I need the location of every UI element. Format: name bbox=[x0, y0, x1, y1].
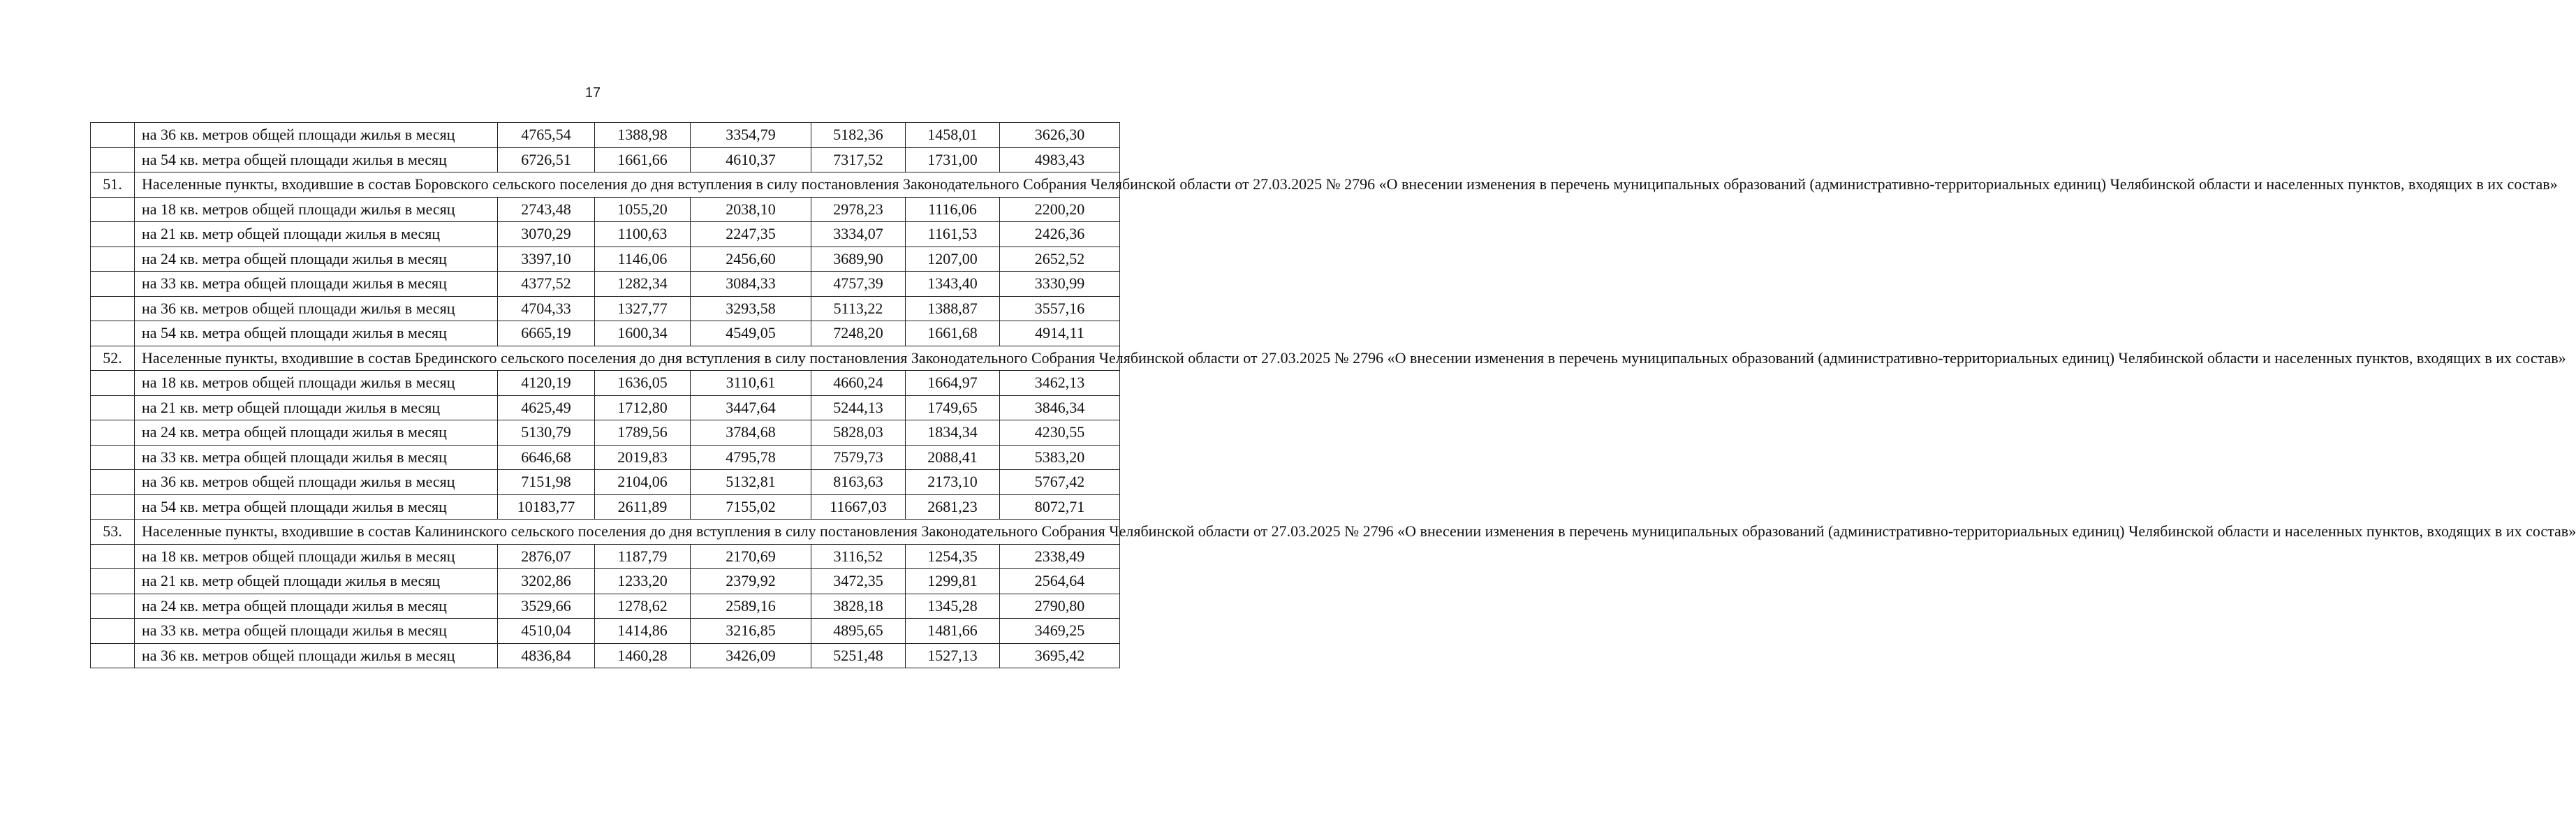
section-number: 52. bbox=[91, 346, 135, 371]
value-cell-6: 2338,49 bbox=[1000, 544, 1120, 569]
value-cell-5: 1345,28 bbox=[906, 594, 1000, 619]
value-cell-2: 1712,80 bbox=[595, 395, 691, 420]
value-cell-6: 5383,20 bbox=[1000, 445, 1120, 470]
value-cell-3: 2379,92 bbox=[691, 569, 811, 594]
table-row bbox=[91, 371, 1120, 396]
rates-table bbox=[90, 122, 2576, 668]
row-number-cell bbox=[91, 594, 135, 619]
value-cell-3: 3293,58 bbox=[691, 296, 811, 321]
value-cell-4: 5244,13 bbox=[811, 395, 906, 420]
value-cell-3: 3784,68 bbox=[691, 420, 811, 446]
value-cell-6: 2200,20 bbox=[1000, 197, 1120, 222]
section-heading-row bbox=[91, 172, 1120, 198]
value-cell-4: 4757,39 bbox=[811, 272, 906, 297]
value-cell-4: 3334,07 bbox=[811, 222, 906, 247]
section-title: Населенные пункты, входившие в состав Брединского сельского поселения до дня вступления в силу постановления Законодательного Собрания Челябинской области от 27.03.2025 № 2796 «О внесении изменения в перечень муниципальных образований (административно-территориальных единиц) Челябинской области и населенных пунктов, входящих в их состав» bbox=[135, 346, 1120, 371]
value-cell-5: 2681,23 bbox=[906, 494, 1000, 520]
value-cell-3: 3084,33 bbox=[691, 272, 811, 297]
section-number: 53. bbox=[91, 520, 135, 545]
value-cell-4: 3828,18 bbox=[811, 594, 906, 619]
row-label: на 33 кв. метра общей площади жилья в месяц bbox=[135, 619, 498, 644]
value-cell-3: 2247,35 bbox=[691, 222, 811, 247]
row-label: на 36 кв. метров общей площади жилья в месяц bbox=[135, 123, 498, 148]
row-label: на 18 кв. метров общей площади жилья в месяц bbox=[135, 544, 498, 569]
value-cell-1: 4765,54 bbox=[498, 123, 595, 148]
value-cell-5: 1481,66 bbox=[906, 619, 1000, 644]
value-cell-3: 4549,05 bbox=[691, 321, 811, 346]
row-label: на 33 кв. метра общей площади жилья в месяц bbox=[135, 445, 498, 470]
value-cell-4: 5828,03 bbox=[811, 420, 906, 446]
value-cell-5: 1661,68 bbox=[906, 321, 1000, 346]
value-cell-4: 3689,90 bbox=[811, 247, 906, 272]
value-cell-1: 3070,29 bbox=[498, 222, 595, 247]
value-cell-3: 3216,85 bbox=[691, 619, 811, 644]
value-cell-1: 3202,86 bbox=[498, 569, 595, 594]
value-cell-2: 1600,34 bbox=[595, 321, 691, 346]
value-cell-6: 2790,80 bbox=[1000, 594, 1120, 619]
table-row bbox=[91, 619, 1120, 644]
row-number-cell bbox=[91, 643, 135, 668]
value-cell-6: 3462,13 bbox=[1000, 371, 1120, 396]
row-label: на 24 кв. метра общей площади жилья в месяц bbox=[135, 594, 498, 619]
value-cell-3: 3447,64 bbox=[691, 395, 811, 420]
value-cell-2: 1100,63 bbox=[595, 222, 691, 247]
value-cell-4: 5251,48 bbox=[811, 643, 906, 668]
value-cell-3: 3110,61 bbox=[691, 371, 811, 396]
row-label: на 54 кв. метра общей площади жилья в месяц bbox=[135, 147, 498, 172]
row-number-cell bbox=[91, 147, 135, 172]
table-row bbox=[91, 321, 1120, 346]
value-cell-2: 1661,66 bbox=[595, 147, 691, 172]
row-number-cell bbox=[91, 247, 135, 272]
row-label: на 18 кв. метров общей площади жилья в месяц bbox=[135, 371, 498, 396]
value-cell-5: 1116,06 bbox=[906, 197, 1000, 222]
value-cell-2: 1146,06 bbox=[595, 247, 691, 272]
value-cell-6: 2564,64 bbox=[1000, 569, 1120, 594]
value-cell-6: 4914,11 bbox=[1000, 321, 1120, 346]
value-cell-5: 1207,00 bbox=[906, 247, 1000, 272]
value-cell-1: 5130,79 bbox=[498, 420, 595, 446]
value-cell-1: 4510,04 bbox=[498, 619, 595, 644]
value-cell-6: 4983,43 bbox=[1000, 147, 1120, 172]
row-label: на 18 кв. метров общей площади жилья в месяц bbox=[135, 197, 498, 222]
page-number: 17 bbox=[584, 85, 601, 101]
value-cell-4: 2978,23 bbox=[811, 197, 906, 222]
value-cell-1: 7151,98 bbox=[498, 470, 595, 495]
value-cell-5: 1834,34 bbox=[906, 420, 1000, 446]
value-cell-4: 3472,35 bbox=[811, 569, 906, 594]
row-number-cell bbox=[91, 569, 135, 594]
row-label: на 36 кв. метров общей площади жилья в месяц bbox=[135, 643, 498, 668]
value-cell-3: 7155,02 bbox=[691, 494, 811, 520]
value-cell-3: 3426,09 bbox=[691, 643, 811, 668]
value-cell-4: 5113,22 bbox=[811, 296, 906, 321]
row-label: на 54 кв. метра общей площади жилья в месяц bbox=[135, 321, 498, 346]
value-cell-1: 2876,07 bbox=[498, 544, 595, 569]
value-cell-3: 4610,37 bbox=[691, 147, 811, 172]
value-cell-5: 1731,00 bbox=[906, 147, 1000, 172]
value-cell-2: 1278,62 bbox=[595, 594, 691, 619]
row-number-cell bbox=[91, 197, 135, 222]
value-cell-2: 1187,79 bbox=[595, 544, 691, 569]
row-label: на 21 кв. метр общей площади жилья в месяц bbox=[135, 222, 498, 247]
value-cell-1: 4120,19 bbox=[498, 371, 595, 396]
row-number-cell bbox=[91, 395, 135, 420]
value-cell-3: 4795,78 bbox=[691, 445, 811, 470]
row-number-cell bbox=[91, 272, 135, 297]
row-number-cell bbox=[91, 494, 135, 520]
rates-table-body bbox=[91, 123, 2576, 668]
table-row bbox=[91, 395, 1120, 420]
row-label: на 24 кв. метра общей площади жилья в месяц bbox=[135, 247, 498, 272]
row-number-cell bbox=[91, 123, 135, 148]
row-number-cell bbox=[91, 544, 135, 569]
section-heading-row bbox=[91, 520, 1120, 545]
value-cell-5: 1161,53 bbox=[906, 222, 1000, 247]
value-cell-2: 1282,34 bbox=[595, 272, 691, 297]
table-row bbox=[91, 123, 1120, 148]
value-cell-2: 1789,56 bbox=[595, 420, 691, 446]
value-cell-3: 5132,81 bbox=[691, 470, 811, 495]
table-row bbox=[91, 569, 1120, 594]
value-cell-4: 4895,65 bbox=[811, 619, 906, 644]
table-row bbox=[91, 494, 1120, 520]
value-cell-6: 3330,99 bbox=[1000, 272, 1120, 297]
value-cell-6: 4230,55 bbox=[1000, 420, 1120, 446]
row-label: на 21 кв. метр общей площади жилья в месяц bbox=[135, 569, 498, 594]
value-cell-2: 1388,98 bbox=[595, 123, 691, 148]
row-number-cell bbox=[91, 420, 135, 446]
row-number-cell bbox=[91, 222, 135, 247]
value-cell-2: 1414,86 bbox=[595, 619, 691, 644]
row-label: на 36 кв. метров общей площади жилья в месяц bbox=[135, 296, 498, 321]
table-row bbox=[91, 247, 1120, 272]
section-heading-row bbox=[91, 346, 1120, 371]
value-cell-4: 7317,52 bbox=[811, 147, 906, 172]
value-cell-4: 7248,20 bbox=[811, 321, 906, 346]
value-cell-5: 1749,65 bbox=[906, 395, 1000, 420]
value-cell-1: 3397,10 bbox=[498, 247, 595, 272]
value-cell-5: 1388,87 bbox=[906, 296, 1000, 321]
value-cell-1: 6726,51 bbox=[498, 147, 595, 172]
value-cell-2: 1233,20 bbox=[595, 569, 691, 594]
value-cell-3: 2456,60 bbox=[691, 247, 811, 272]
value-cell-6: 3557,16 bbox=[1000, 296, 1120, 321]
table-row bbox=[91, 222, 1120, 247]
value-cell-4: 11667,03 bbox=[811, 494, 906, 520]
row-label: на 36 кв. метров общей площади жилья в месяц bbox=[135, 470, 498, 495]
value-cell-6: 3695,42 bbox=[1000, 643, 1120, 668]
value-cell-1: 6646,68 bbox=[498, 445, 595, 470]
table-row bbox=[91, 445, 1120, 470]
row-label: на 21 кв. метр общей площади жилья в месяц bbox=[135, 395, 498, 420]
value-cell-4: 8163,63 bbox=[811, 470, 906, 495]
row-number-cell bbox=[91, 445, 135, 470]
section-title: Населенные пункты, входившие в состав Боровского сельского поселения до дня вступления в силу постановления Законодательного Собрания Челябинской области от 27.03.2025 № 2796 «О внесении изменения в перечень муниципальных образований (административно-территориальных единиц) Челябинской области и населенных пунктов, входящих в их состав» bbox=[135, 172, 1120, 198]
value-cell-4: 7579,73 bbox=[811, 445, 906, 470]
value-cell-1: 4625,49 bbox=[498, 395, 595, 420]
value-cell-4: 3116,52 bbox=[811, 544, 906, 569]
row-number-cell bbox=[91, 321, 135, 346]
table-row bbox=[91, 643, 1120, 668]
value-cell-6: 2652,52 bbox=[1000, 247, 1120, 272]
value-cell-1: 4377,52 bbox=[498, 272, 595, 297]
value-cell-5: 1343,40 bbox=[906, 272, 1000, 297]
value-cell-2: 2104,06 bbox=[595, 470, 691, 495]
row-number-cell bbox=[91, 619, 135, 644]
value-cell-2: 1636,05 bbox=[595, 371, 691, 396]
row-label: на 54 кв. метра общей площади жилья в месяц bbox=[135, 494, 498, 520]
table-row bbox=[91, 197, 1120, 222]
value-cell-1: 4704,33 bbox=[498, 296, 595, 321]
row-number-cell bbox=[91, 371, 135, 396]
table-row bbox=[91, 147, 1120, 172]
value-cell-6: 2426,36 bbox=[1000, 222, 1120, 247]
table-row bbox=[91, 420, 1120, 446]
value-cell-5: 1299,81 bbox=[906, 569, 1000, 594]
value-cell-1: 3529,66 bbox=[498, 594, 595, 619]
value-cell-6: 8072,71 bbox=[1000, 494, 1120, 520]
table-row bbox=[91, 544, 1120, 569]
value-cell-1: 4836,84 bbox=[498, 643, 595, 668]
value-cell-2: 2019,83 bbox=[595, 445, 691, 470]
table-row bbox=[91, 594, 1120, 619]
value-cell-2: 1460,28 bbox=[595, 643, 691, 668]
row-label: на 24 кв. метра общей площади жилья в месяц bbox=[135, 420, 498, 446]
section-title: Населенные пункты, входившие в состав Калининского сельского поселения до дня вступления в силу постановления Законодательного Собрания Челябинской области от 27.03.2025 № 2796 «О внесении изменения в перечень муниципальных образований (административно-территориальных единиц) Челябинской области и населенных пунктов, входящих в их состав» bbox=[135, 520, 1120, 545]
row-label: на 33 кв. метра общей площади жилья в месяц bbox=[135, 272, 498, 297]
value-cell-6: 3626,30 bbox=[1000, 123, 1120, 148]
section-number: 51. bbox=[91, 172, 135, 198]
table-row bbox=[91, 470, 1120, 495]
value-cell-6: 3846,34 bbox=[1000, 395, 1120, 420]
value-cell-5: 2173,10 bbox=[906, 470, 1000, 495]
value-cell-3: 2589,16 bbox=[691, 594, 811, 619]
value-cell-6: 5767,42 bbox=[1000, 470, 1120, 495]
row-number-cell bbox=[91, 296, 135, 321]
table-row bbox=[91, 296, 1120, 321]
row-number-cell bbox=[91, 470, 135, 495]
value-cell-2: 1055,20 bbox=[595, 197, 691, 222]
value-cell-5: 2088,41 bbox=[906, 445, 1000, 470]
value-cell-2: 1327,77 bbox=[595, 296, 691, 321]
value-cell-3: 3354,79 bbox=[691, 123, 811, 148]
value-cell-3: 2170,69 bbox=[691, 544, 811, 569]
value-cell-1: 2743,48 bbox=[498, 197, 595, 222]
value-cell-5: 1254,35 bbox=[906, 544, 1000, 569]
value-cell-5: 1458,01 bbox=[906, 123, 1000, 148]
value-cell-1: 6665,19 bbox=[498, 321, 595, 346]
value-cell-2: 2611,89 bbox=[595, 494, 691, 520]
value-cell-6: 3469,25 bbox=[1000, 619, 1120, 644]
table-row bbox=[91, 272, 1120, 297]
value-cell-4: 4660,24 bbox=[811, 371, 906, 396]
value-cell-1: 10183,77 bbox=[498, 494, 595, 520]
value-cell-4: 5182,36 bbox=[811, 123, 906, 148]
value-cell-5: 1527,13 bbox=[906, 643, 1000, 668]
value-cell-5: 1664,97 bbox=[906, 371, 1000, 396]
value-cell-3: 2038,10 bbox=[691, 197, 811, 222]
